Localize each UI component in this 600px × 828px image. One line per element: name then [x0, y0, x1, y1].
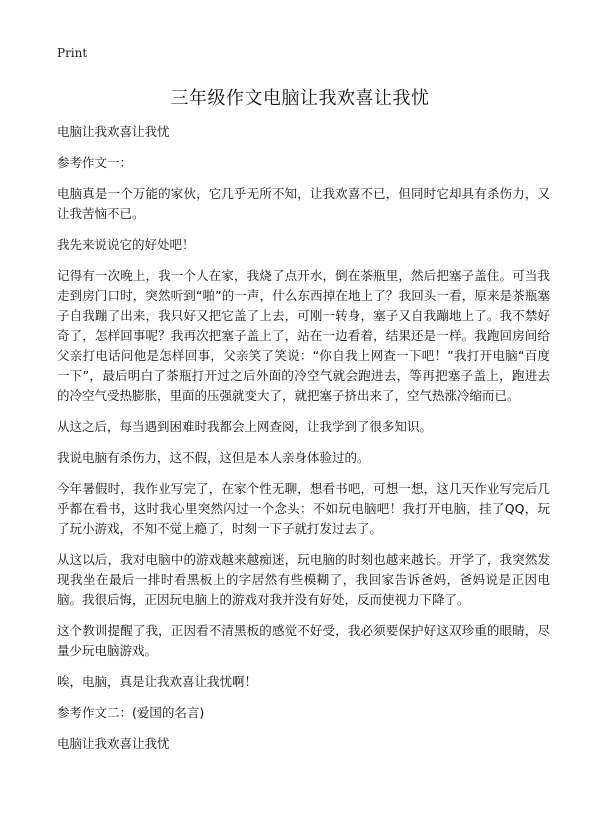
paragraph: 电脑真是一个万能的家伙，它几乎无所不知，让我欢喜不已，但同时它却具有杀伤力，又让我苦恼不已。: [57, 186, 550, 221]
print-link[interactable]: Print: [57, 46, 88, 60]
paragraph-sample-one-label: 参考作文一：: [57, 155, 133, 170]
paragraph-sample-two-label: 参考作文二：(爱国的名言): [57, 705, 205, 720]
paragraph: 我说电脑有杀伤力，这不假，这但是本人亲身体验过的。: [57, 450, 370, 465]
paragraph: 这个教训提醒了我，正因看不清黑板的感觉不好受，我必须要保护好这双珍重的眼睛，尽量少玩电脑游戏。: [57, 623, 550, 658]
paragraph: 记得有一次晚上，我一个人在家，我烧了点开水，倒在茶瓶里，然后把塞子盖住。可当我走到房门口时，突然听到“啪”的一声，什么东西掉在地上了？我回头一看，原来是茶瓶塞子自我蹦了出来，我只好又把它盖了上去，可刚一转身，塞子又自我蹦地上了。我不禁好奇了，怎样回事呢？我再次把塞子盖上了，站在一边看着，结果还是一样。我跑回房间给父亲打电话问他是怎样回事，父亲笑了笑说：“你自我上网查一下吧！”我打开电脑“百度一下”，最后明白了茶瓶打开过之后外面的冷空气就会跑进去，等再把塞子盖上，跑进去的冷空气受热膨胀，里面的压强就变大了，就把塞子挤出来了，空气热涨冷缩而已。: [57, 268, 550, 403]
paragraph: 唉，电脑，真是让我欢喜让我忧啊！: [57, 674, 258, 689]
paragraph-subtitle: 电脑让我欢喜让我忧: [57, 124, 170, 139]
article-body: [57, 122, 550, 765]
paragraph: 从这之后，每当遇到困难时我都会上网查阅，让我学到了很多知识。: [57, 419, 433, 434]
paragraph: 从这以后，我对电脑中的游戏越来越痴迷，玩电脑的时刻也越来越长。开学了，我突然发现我坐在最后一排时看黑板上的字居然有些模糊了，我回家告诉爸妈，爸妈说是正因电脑。我很后悔，正因玩电脑上的游戏对我并没有好处，反而使视力下降了。: [57, 552, 550, 607]
paragraph: 今年暑假时，我作业写完了，在家个性无聊，想看书吧，可想一想，这几天作业写完后几乎都在看书，这时我心里突然闪过一个念头：不如玩电脑吧！我打开电脑，挂了QQ，玩了玩小游戏，不知不觉上瘾了，时刻一下子就打发过去了。: [57, 481, 550, 536]
page-title: 三年级作文电脑让我欢喜让我忧: [170, 88, 430, 109]
paragraph: 我先来说说它的好处吧！: [57, 237, 195, 252]
paragraph-subtitle: 电脑让我欢喜让我忧: [57, 736, 170, 751]
